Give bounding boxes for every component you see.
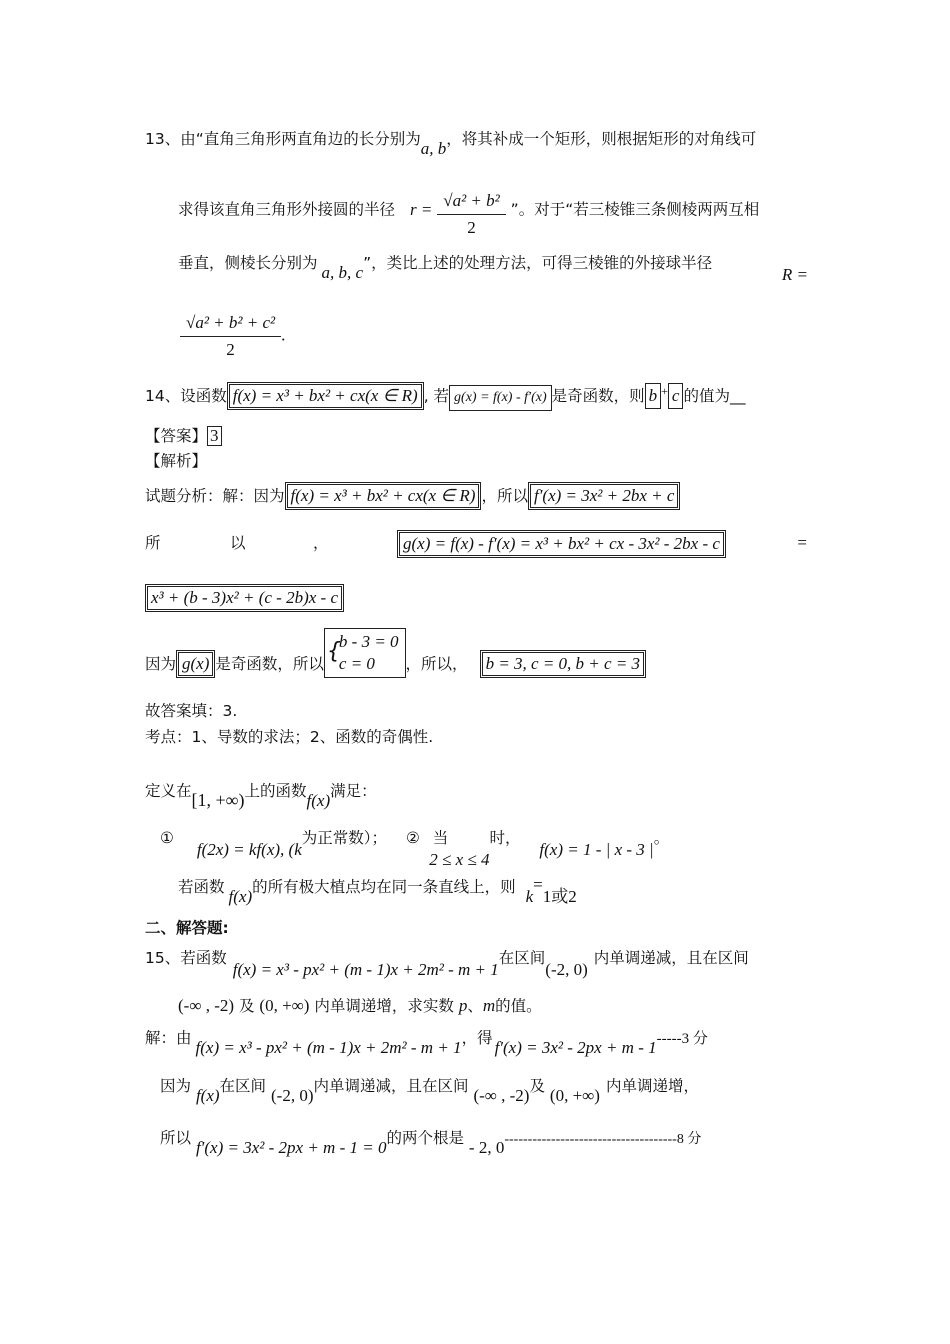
- q14-text: 14、设函数: [145, 387, 227, 405]
- q13-sphere-denominator: 2: [226, 340, 235, 359]
- def-line-1: [145, 779, 377, 810]
- def-functional-eq: f(2x) = kf(x), (k: [196, 840, 302, 859]
- q14-result: b = 3, c = 0, b + c = 3: [480, 650, 646, 678]
- q14-text: ，所以，: [405, 655, 468, 673]
- def-eq: =: [533, 875, 543, 894]
- q14-fill: 故答案填：3.: [145, 702, 238, 720]
- def-text: 时，: [489, 829, 521, 847]
- q14-f-def: f(x) = x³ + bx² + cx(x ∈ R): [227, 382, 424, 410]
- q15-solution-1: [145, 1027, 708, 1057]
- q15-text: 在区间: [219, 1077, 267, 1095]
- q15-fprime: f′(x) = 3x² - 2px + m - 1: [494, 1038, 657, 1057]
- q15-text: 、: [467, 997, 483, 1015]
- q13-text: 13、由“直角三角形两直角边的长分别为: [145, 130, 421, 148]
- q15-text: 解：由: [145, 1029, 192, 1047]
- answer-label: 【答案】: [145, 427, 208, 445]
- q14-stem: [145, 382, 745, 411]
- q13-radius-fraction: [437, 190, 506, 239]
- q15-solution-2: [160, 1075, 699, 1105]
- q15-text: 15、若函数: [145, 949, 227, 967]
- q14-analysis-4: [145, 632, 646, 690]
- q13-sphere-numerator: √a² + b² + c²: [180, 312, 281, 337]
- q13-text: ”。对于“若三棱锥三条侧棱两两互相: [510, 200, 760, 219]
- q13-text: ”，类比上述的处理方法，可得三棱锥的外接球半径: [363, 254, 713, 272]
- q15-m: m: [482, 996, 496, 1015]
- q14-f-def-2: f(x) = x³ + bx² + cx(x ∈ R): [285, 482, 482, 510]
- q14-text: 因为: [145, 655, 177, 673]
- system-eq-1: { b - 3 = 0: [338, 632, 399, 651]
- q15-text: 所以: [160, 1129, 192, 1147]
- q15-fx: f(x) = x³ - px² + (m - 1)x + 2m² - m + 1: [232, 960, 499, 979]
- circle-2: ②: [405, 829, 420, 847]
- def-text: 满足：: [330, 782, 377, 800]
- q14-g-simplified: x³ + (b - 3)x² + (c - 2b)x - c: [145, 584, 344, 612]
- q15-roots: - 2, 0: [468, 1138, 505, 1157]
- q15-fx-3: f(x): [195, 1086, 220, 1105]
- def-line-2: [160, 827, 670, 869]
- q14-b-box: b: [645, 383, 662, 409]
- q15-interval-4: (-∞ , -2): [473, 1086, 530, 1105]
- circle-1: ①: [160, 829, 174, 847]
- q14-analysis-label: [145, 450, 207, 472]
- q15-text: 内单调递减，且在区间: [313, 1077, 469, 1095]
- q13-line-1: [145, 128, 757, 158]
- q13-line-4: [180, 312, 285, 361]
- q15-text: 内单调递增，求实数: [314, 997, 454, 1015]
- def-text: 的所有极大植点均在同一条直线上，则: [252, 878, 516, 896]
- def-k: k: [525, 887, 534, 906]
- q13-math-ab: a, b: [420, 139, 447, 158]
- q13-radius-denominator: 2: [467, 218, 476, 237]
- q15-fx-2: f(x) = x³ - px² + (m - 1)x + 2m² - m + 1: [195, 1038, 462, 1057]
- q15-interval-1: (-∞ , -2): [178, 996, 235, 1015]
- q14-g-box: g(x): [176, 650, 215, 678]
- def-text: 若函数: [178, 878, 225, 896]
- q14-analysis-3: [145, 584, 344, 612]
- q13-R: R =: [781, 265, 808, 284]
- def-text: 。: [653, 829, 670, 847]
- q13-line-2: [178, 186, 759, 235]
- q13-radius-numerator: √a² + b²: [437, 190, 506, 215]
- def-fx: f(x): [228, 887, 253, 906]
- def-text: 上的函数: [244, 782, 307, 800]
- def-answer: 1或2: [542, 887, 577, 906]
- q13-sphere-fraction: [180, 312, 281, 361]
- section-title: 二、解答题:: [145, 919, 229, 937]
- q15-text: ，得: [461, 1029, 493, 1047]
- def-text: 定义在: [145, 782, 192, 800]
- q15-interval-3: (-2, 0): [271, 1086, 314, 1105]
- q14-text: ，: [313, 534, 329, 552]
- q15-solution-3: [160, 1127, 702, 1157]
- def-range: 2 ≤ x ≤ 4: [429, 850, 490, 869]
- analysis-label: 【解析】: [145, 452, 208, 470]
- q15-p: p: [458, 996, 468, 1015]
- q14-analysis-2: [145, 532, 807, 554]
- q15-score-8: -------------------------------------8 分: [504, 1132, 702, 1147]
- q15-text: 内单调递增，: [605, 1077, 699, 1095]
- q15-text: 的值。: [495, 997, 542, 1015]
- q15-text: 内单调递减，且在区间: [593, 949, 749, 967]
- def-text: 为正常数）；: [301, 829, 388, 847]
- q14-text: 是奇函数，所以: [215, 655, 324, 673]
- q15-stem-1: [145, 947, 749, 979]
- q14-equals: =: [797, 533, 807, 552]
- q14-answer: [145, 425, 222, 447]
- q14-text: 试题分析：解：因为: [145, 487, 285, 505]
- q14-plus: +: [661, 384, 668, 398]
- def-interval: [1, +∞): [191, 790, 245, 810]
- q15-text: 因为: [160, 1077, 192, 1095]
- def-piece: f(x) = 1 - | x - 3 |: [539, 840, 654, 859]
- q15-text: 在区间: [498, 949, 546, 967]
- def-text: 当: [432, 829, 449, 847]
- q14-g-expansion: g(x) = f(x) - f′(x) = x³ + bx² + cx - 3x² - 2bx - c: [397, 530, 726, 558]
- q13-text: ，将其补成一个矩形，则根据矩形的对角线可: [446, 130, 757, 148]
- q14-text: , 若: [423, 387, 450, 405]
- q15-derivative-eq: f′(x) = 3x² - 2px + m - 1 = 0: [195, 1138, 387, 1157]
- q13-text: 垂直，侧棱长分别为: [178, 254, 318, 272]
- q14-points: 考点：1、导数的求法；2、函数的奇偶性.: [145, 728, 434, 746]
- q14-text: ，所以: [481, 487, 528, 505]
- def-line-3: [178, 875, 577, 906]
- q14-c-box: c: [668, 383, 684, 409]
- q13-math-abc: a, b, c: [321, 263, 364, 282]
- q15-text: 的两个根是: [386, 1129, 464, 1147]
- q15-text: 及: [238, 997, 255, 1015]
- q14-equation-system: [324, 628, 406, 678]
- q15-interval-2: (0, +∞): [259, 996, 310, 1015]
- q13-line-3: [178, 252, 808, 284]
- q14-text: 是奇函数，则: [551, 387, 645, 405]
- q14-text: 的值为__: [683, 387, 746, 405]
- q14-text: 所: [145, 534, 161, 552]
- q14-g-def: g(x) = f(x) - f′(x): [449, 385, 552, 411]
- q13-period: .: [281, 325, 286, 345]
- q15-text: 及: [529, 1077, 545, 1095]
- q15-interval: (-2, 0): [545, 960, 588, 979]
- q14-text: 以: [230, 534, 246, 552]
- q15-score-3: -----3 分: [656, 1031, 708, 1047]
- q15-interval-5: (0, +∞): [549, 1086, 600, 1105]
- q13-radius-r: r =: [409, 199, 433, 219]
- q13-text: 求得该直角三角形外接圆的半径: [178, 200, 396, 219]
- answer-value: 3: [207, 426, 222, 446]
- q15-stem-2: [178, 995, 542, 1017]
- q14-analysis-1: [145, 482, 680, 510]
- q14-f-derivative: f′(x) = 3x² + 2bx + c: [528, 482, 680, 510]
- system-eq-2: c = 0: [338, 654, 375, 673]
- def-fx: f(x): [306, 791, 331, 810]
